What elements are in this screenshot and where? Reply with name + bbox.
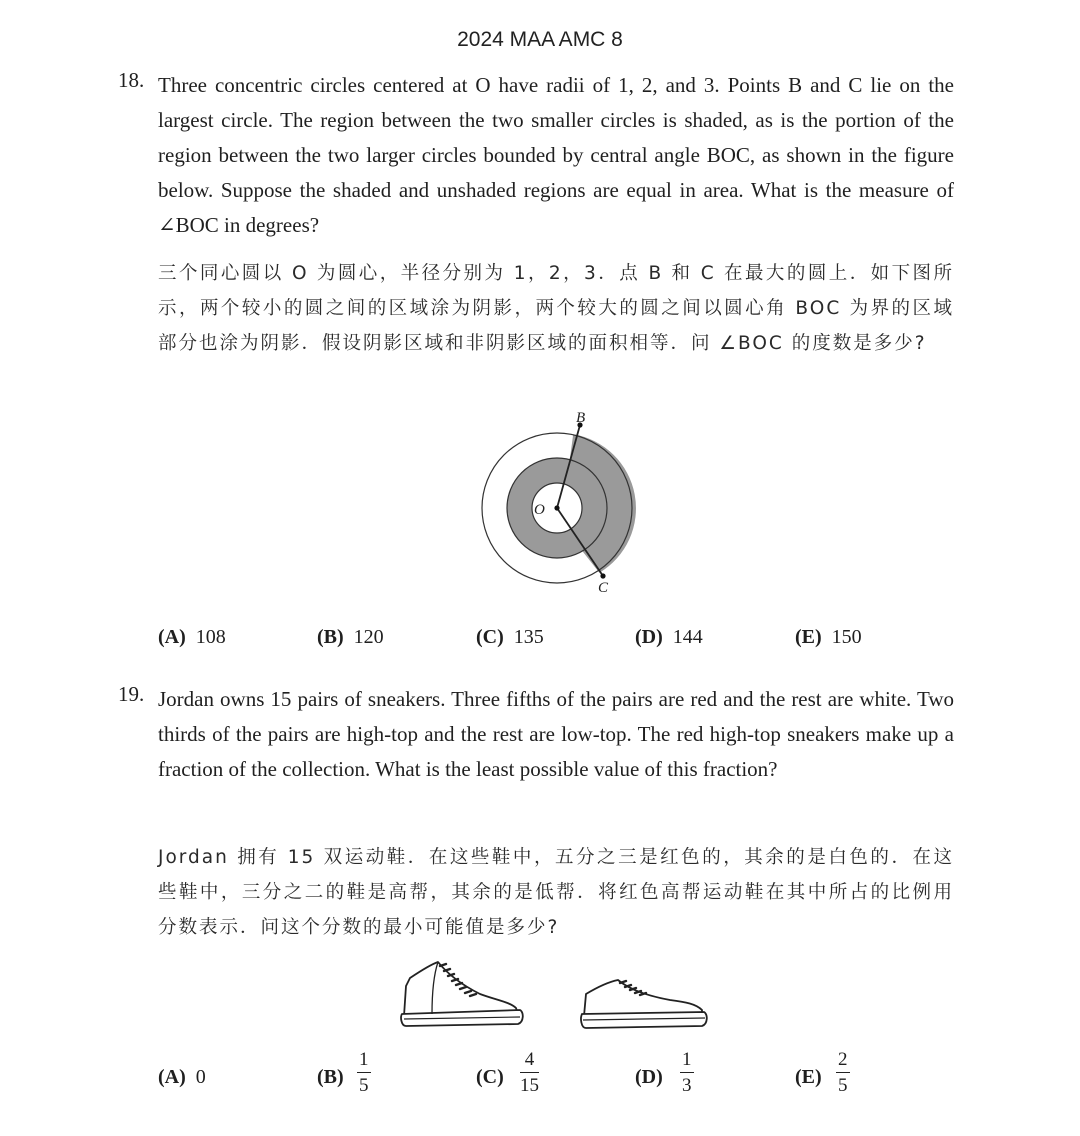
denominator: 15	[520, 1075, 539, 1096]
choice-value: 135	[513, 626, 544, 648]
point-c	[600, 573, 605, 578]
choice-value: 150	[831, 626, 862, 648]
choice-b[interactable]	[317, 626, 384, 649]
choice-label: (B)	[317, 1066, 344, 1088]
point-o	[554, 505, 559, 510]
numerator: 2	[836, 1050, 850, 1073]
choice-c[interactable]	[476, 626, 544, 649]
question-19-text-chinese: Jordan 拥有 15 双运动鞋．在这些鞋中，五分之三是红色的，其余的是白色的．在这些鞋中，三分之二的鞋是高帮，其余的是低帮．将红色高帮运动鞋在其中所占的比例用分数表示．问这个分数的最小可能值是多少?	[158, 847, 954, 938]
choice-value: 120	[353, 626, 384, 648]
choice-d[interactable]	[635, 626, 703, 649]
choice-label: (A)	[158, 626, 186, 648]
choice-label: (E)	[795, 1066, 822, 1088]
choice-value: 108	[195, 626, 226, 648]
high-top-sneaker-icon	[398, 956, 528, 1032]
label-c: C	[598, 580, 609, 595]
question-19-text-english: Jordan owns 15 pairs of sneakers. Three fifths of the pairs are red and the rest are white. Two thirds of the pairs are high-top and the rest are low-top. The red high-top sneakers make up a fraction of the collection. What is the least possible value of this fraction?	[158, 687, 954, 781]
choice-e[interactable]	[795, 1066, 832, 1089]
low-top-sneaker-icon	[578, 970, 710, 1030]
choice-a[interactable]	[158, 1066, 206, 1089]
choice-label: (B)	[317, 626, 344, 648]
choice-label: (A)	[158, 1066, 186, 1088]
question-19-number: 19.	[118, 682, 145, 706]
choice-b-fraction	[357, 1050, 371, 1095]
question-18-text-english: Three concentric circles centered at O have radii of 1, 2, and 3. Points B and C lie on the largest circle. The region between the two smaller circles is shaded, as is the portion of the region between the two larger circles bounded by central angle BOC, as shown in the figure below. Suppose the shaded and unshaded regions are equal in area. What is the measure of ∠BOC in degrees?	[158, 73, 954, 237]
choice-label: (D)	[635, 626, 663, 648]
choice-c[interactable]	[476, 1066, 514, 1089]
concentric-circles-figure	[470, 410, 650, 595]
choice-value: 144	[672, 626, 703, 648]
choice-label: (D)	[635, 1066, 663, 1088]
choice-e-fraction	[836, 1050, 850, 1095]
choice-value: 0	[195, 1066, 206, 1088]
choice-c-fraction	[520, 1050, 539, 1095]
choice-d[interactable]	[635, 1066, 673, 1089]
question-18-text-chinese: 三个同心圆以 O 为圆心，半径分别为 1，2，3．点 B 和 C 在最大的圆上．如下图所示，两个较小的圆之间的区域涂为阴影，两个较大的圆之间以圆心角 BOC 为界的区域部分也涂为阴影．假设阴影区域和非阴影区域的面积相等．问 ∠BOC 的度数是多少?	[158, 263, 954, 354]
choice-label: (C)	[476, 1066, 504, 1088]
choice-e[interactable]	[795, 626, 862, 649]
choice-a[interactable]	[158, 626, 226, 649]
numerator: 1	[357, 1050, 371, 1073]
figure-geometry	[482, 422, 636, 583]
label-b: B	[576, 410, 586, 426]
choice-label: (E)	[795, 626, 822, 648]
numerator: 4	[520, 1050, 539, 1073]
denominator: 3	[682, 1075, 692, 1096]
numerator: 1	[680, 1050, 694, 1073]
question-18-number: 18.	[118, 68, 145, 92]
choice-label: (C)	[476, 626, 504, 648]
page-header: 2024 MAA AMC 8	[457, 28, 623, 51]
denominator: 5	[838, 1075, 848, 1096]
question-19-choices	[158, 1050, 958, 1110]
choice-b[interactable]	[317, 1066, 354, 1089]
choice-d-fraction	[680, 1050, 694, 1095]
label-o: O	[534, 502, 545, 518]
question-18-choices	[158, 626, 958, 666]
denominator: 5	[359, 1075, 369, 1096]
